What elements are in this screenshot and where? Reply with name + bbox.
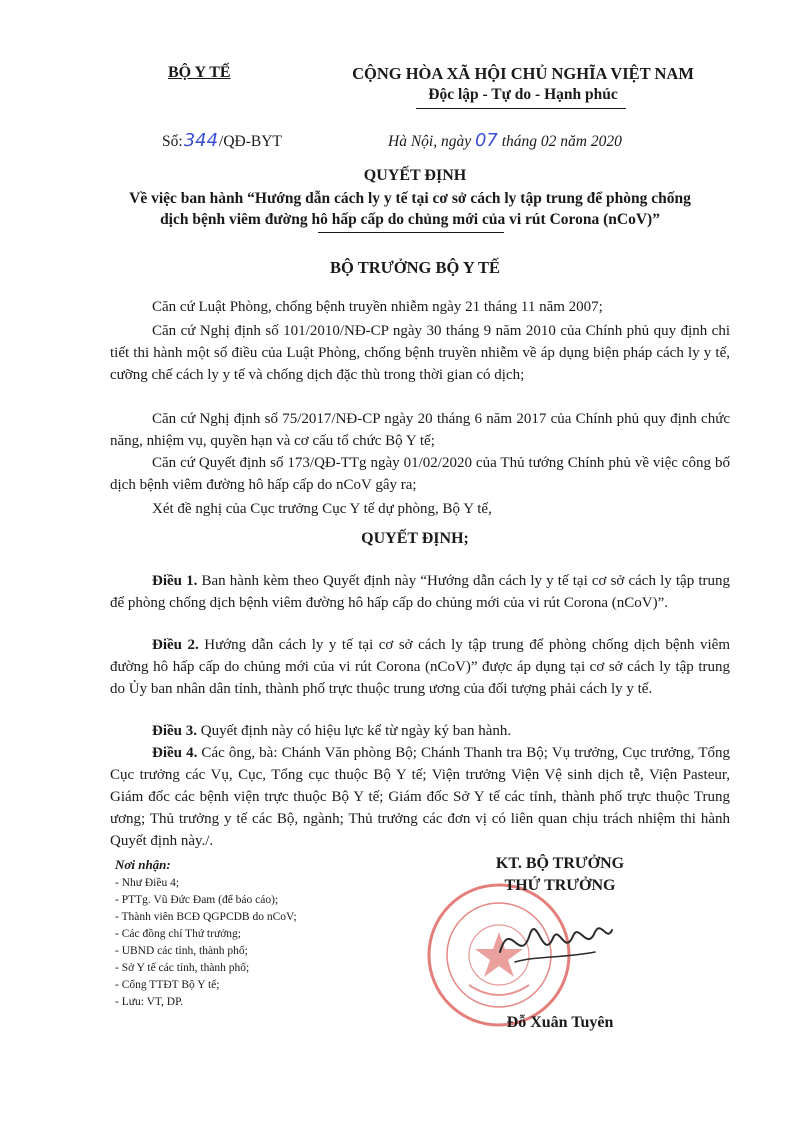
document-number — [162, 130, 282, 151]
article-label: Điều 3. — [152, 723, 197, 739]
subject-line-1: Về việc ban hành “Hướng dẫn cách ly y tế tại cơ sở cách ly tập trung để phòng chống — [129, 190, 691, 207]
article-text: Hướng dẫn cách ly y tế tại cơ sở cách ly tập trung để phòng chống dịch bệnh viêm đường hô hấp cấp do chủng mới của vi rút Corona (nCoV)” được áp dụng tại cơ sở cách ly tập trung do Ủy ban nhân dân tỉnh, thành phố trực thuộc trung ương của đối tượng phải cách ly y tế. — [110, 637, 730, 697]
article-1 — [110, 570, 730, 614]
national-title: CỘNG HÒA XÃ HỘI CHỦ NGHĨA VIỆT NAM — [352, 64, 694, 83]
article-3 — [110, 720, 730, 742]
article-label: Điều 2. — [152, 637, 199, 653]
recipient-item: - Các đồng chí Thứ trưởng; — [115, 928, 241, 940]
document-subject — [80, 188, 740, 230]
signature-title-2: THỨ TRƯỞNG — [504, 877, 616, 894]
issue-date — [388, 130, 622, 151]
preamble-paragraph: Xét đề nghị của Cục trưởng Cục Y tế dự phòng, Bộ Y tế, — [152, 501, 492, 517]
article-text: Các ông, bà: Chánh Văn phòng Bộ; Chánh Thanh tra Bộ; Vụ trưởng, Cục trưởng, Tổng Cục trưởng các Vụ, Cục, Tổng cục thuộc Bộ Y tế; Viện trưởng Viện Vệ sinh dịch tễ, Viện Pasteur, Giám đốc các bệnh viện trực thuộc Bộ Y tế; Giám đốc Sở Y tế các tỉnh, thành phố trực thuộc Trung ương; Thủ trưởng y tế các Bộ, ngành; Thủ trưởng các đơn vị có liên quan chịu trách nhiệm thi hành Quyết định này./. — [110, 745, 730, 849]
date-rest: tháng 02 năm 2020 — [501, 133, 622, 150]
doc-number-prefix: Số: — [162, 133, 183, 150]
recipient-item: - PTTg. Vũ Đức Đam (để báo cáo); — [115, 894, 279, 906]
document-title: QUYẾT ĐỊNH — [363, 167, 467, 184]
motto-underline — [416, 108, 626, 109]
preamble-paragraph: Căn cứ Nghị định số 101/2010/NĐ-CP ngày 30 tháng 9 năm 2010 của Chính phủ quy định chi tiết thi hành một số điều của Luật Phòng, chống bệnh truyền nhiễm về áp dụng biện pháp cách ly y tế, cưỡng chế cách ly y tế và chống dịch đặc thù trong thời gian có dịch; — [110, 323, 730, 383]
subject-underline — [318, 232, 504, 233]
article-4 — [110, 742, 730, 852]
recipient-item: - Như Điều 4; — [115, 877, 180, 889]
decide-heading: QUYẾT ĐỊNH; — [361, 530, 469, 547]
subject-line-2: dịch bệnh viêm đường hô hấp cấp do chủng mới của vi rút Corona (nCoV)” — [160, 211, 660, 228]
article-label: Điều 1. — [152, 573, 198, 589]
doc-number-suffix: /QĐ-BYT — [219, 133, 282, 150]
doc-number-handwritten: 344 — [183, 130, 219, 151]
article-text: Ban hành kèm theo Quyết định này “Hướng dẫn cách ly y tế tại cơ sở cách ly tập trung để phòng chống dịch bệnh viêm đường hô hấp cấp do chủng mới của vi rút Corona (nCoV)”. — [110, 573, 730, 611]
handwritten-signature-icon — [495, 912, 615, 974]
article-label: Điều 4. — [152, 745, 198, 761]
signer-name: Đỗ Xuân Tuyên — [506, 1014, 614, 1031]
authority-heading: BỘ TRƯỞNG BỘ Y TẾ — [330, 258, 500, 277]
preamble-paragraph: Căn cứ Luật Phòng, chống bệnh truyền nhiễm ngày 21 tháng 11 năm 2007; — [152, 299, 603, 315]
recipients-list — [115, 875, 395, 1011]
recipients-title: Nơi nhận: — [115, 857, 171, 872]
recipient-item: - Sở Y tế các tỉnh, thành phố; — [115, 962, 250, 974]
national-motto: Độc lập - Tự do - Hạnh phúc — [428, 86, 618, 103]
recipient-item: - Lưu: VT, DP. — [115, 996, 184, 1008]
signature-title-1: KT. BỘ TRƯỞNG — [495, 855, 625, 872]
preamble-paragraph: Căn cứ Nghị định số 75/2017/NĐ-CP ngày 20 tháng 6 năm 2017 của Chính phủ quy định chức năng, nhiệm vụ, quyền hạn và cơ cấu tổ chức Bộ Y tế; — [110, 411, 730, 449]
date-prefix: Hà Nội, ngày — [388, 133, 472, 150]
date-day-handwritten: 07 — [474, 130, 498, 151]
recipient-item: - UBND các tỉnh, thành phố; — [115, 945, 248, 957]
recipient-item: - Thành viên BCĐ QGPCDB do nCoV; — [115, 911, 297, 923]
article-2 — [110, 634, 730, 700]
recipient-item: - Cổng TTĐT Bộ Y tế; — [115, 979, 220, 991]
issuing-organization: BỘ Y TẾ — [168, 64, 231, 81]
article-text: Quyết định này có hiệu lực kể từ ngày ký ban hành. — [197, 723, 512, 739]
preamble-paragraph: Căn cứ Quyết định số 173/QĐ-TTg ngày 01/02/2020 của Thủ tướng Chính phủ về việc công bố dịch bệnh viêm đường hô hấp cấp do nCoV gây ra; — [110, 455, 730, 493]
